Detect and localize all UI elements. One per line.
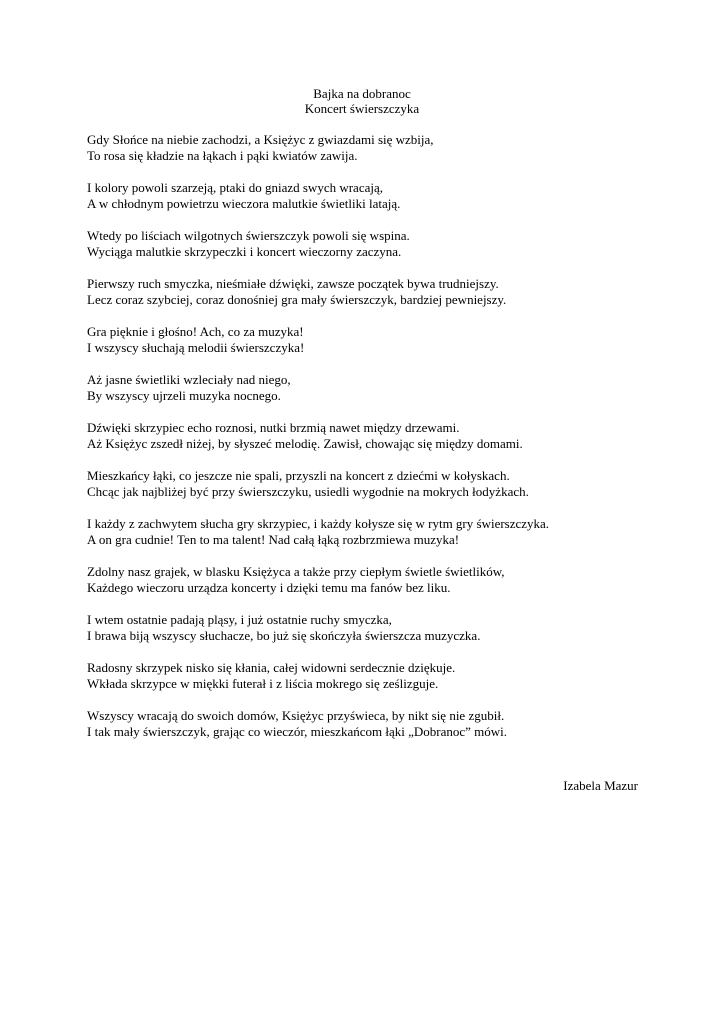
verse-line: Wszyscy wracają do swoich domów, Księżyc przyświeca, by nikt się nie zgubił. [87,708,505,723]
stanza [87,420,687,452]
verse-line: A on gra cudnie! Ten to ma talent! Nad całą łąką rozbrzmiewa muzyka! [87,532,460,547]
verse-line: Gdy Słońce na niebie zachodzi, a Księżyc z gwiazdami się wzbija, [87,132,434,147]
title-block [0,86,724,116]
verse-line: Wkłada skrzypce w miękki futerał i z liścia mokrego się ześlizguje. [87,676,439,691]
stanza [87,180,687,212]
verse-line: Mieszkańcy łąki, co jeszcze nie spali, przyszli na koncert z dziećmi w kołyskach. [87,468,510,483]
stanza [87,516,687,548]
verse-line: Aż Księżyc zszedł niżej, by słyszeć melodię. Zawisł, chowając się między domami. [87,436,523,451]
verse-line: A w chłodnym powietrzu wieczora malutkie świetliki latają. [87,196,401,211]
stanza [87,612,687,644]
verse-line: Aż jasne świetliki wzleciały nad niego, [87,372,291,387]
stanza [87,564,687,596]
verse-line: I kolory powoli szarzeją, ptaki do gniazd swych wracają, [87,180,384,195]
verse-line: Wtedy po liściach wilgotnych świerszczyk powoli się wspina. [87,228,410,243]
verse-line: I tak mały świerszczyk, grając co wieczór, mieszkańcom łąki „Dobranoc” mówi. [87,724,507,739]
verse-line: Gra pięknie i głośno! Ach, co za muzyka! [87,324,304,339]
stanza [87,660,687,692]
verse-line: I wtem ostatnie padają pląsy, i już ostatnie ruchy smyczka, [87,612,392,627]
stanza [87,324,687,356]
stanza [87,372,687,404]
document-subtitle: Koncert świerszczyka [304,101,420,116]
verse-line: Każdego wieczoru urządza koncerty i dzięki temu ma fanów bez liku. [87,580,451,595]
stanza [87,468,687,500]
verse-line: Radosny skrzypek nisko się kłania, całej widowni serdecznie dziękuje. [87,660,456,675]
stanza [87,132,687,164]
verse-line: Wyciąga malutkie skrzypeczki i koncert wieczorny zaczyna. [87,244,402,259]
stanza [87,276,687,308]
document-title: Bajka na dobranoc [313,86,411,101]
verse-line: By wszyscy ujrzeli muzyka nocnego. [87,388,281,403]
author-signature: Izabela Mazur [563,778,638,793]
verse-line: Pierwszy ruch smyczka, nieśmiałe dźwięki, zawsze początek bywa trudniejszy. [87,276,499,291]
verse-line: I każdy z zachwytem słucha gry skrzypiec, i każdy kołysze się w rytm gry świerszczyka. [87,516,550,531]
verse-line: I brawa biją wszyscy słuchacze, bo już się skończyła świerszcza muzyczka. [87,628,481,643]
verse-line: Chcąc jak najbliżej być przy świerszczyku, usiedli wygodnie na mokrych łodyżkach. [87,484,529,499]
stanza [87,708,687,740]
stanza [87,228,687,260]
poem-body [87,132,687,756]
verse-line: To rosa się kładzie na łąkach i pąki kwiatów zawija. [87,148,358,163]
verse-line: I wszyscy słuchają melodii świerszczyka! [87,340,305,355]
verse-line: Zdolny nasz grajek, w blasku Księżyca a także przy ciepłym świetle świetlików, [87,564,505,579]
verse-line: Dźwięki skrzypiec echo roznosi, nutki brzmią nawet między drzewami. [87,420,460,435]
verse-line: Lecz coraz szybciej, coraz donośniej gra mały świerszczyk, bardziej pewniejszy. [87,292,507,307]
